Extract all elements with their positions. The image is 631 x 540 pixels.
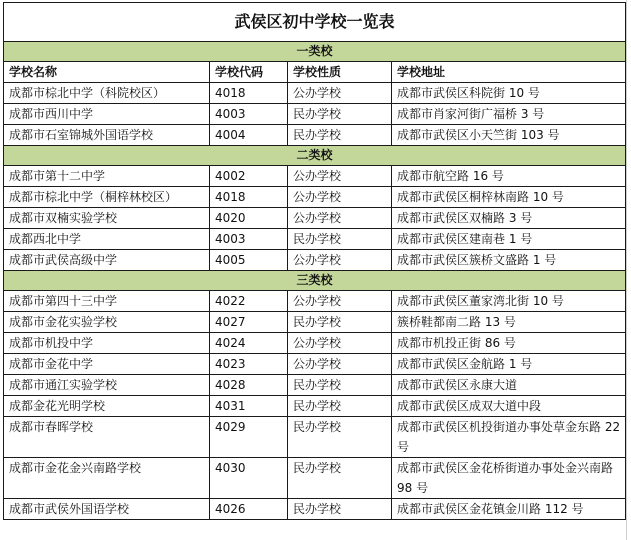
school-address-cell: 成都市机投正街 86 号 bbox=[392, 333, 626, 354]
school-type-cell: 民办学校 bbox=[288, 125, 392, 146]
school-code-cell: 4031 bbox=[210, 396, 288, 417]
school-table bbox=[3, 2, 626, 520]
school-address-cell: 簇桥鞋都南二路 13 号 bbox=[392, 312, 626, 333]
table-row bbox=[4, 229, 626, 250]
school-address-cell: 成都市武侯区机投街道办事处草金东路 22 号 bbox=[392, 417, 626, 458]
school-address-cell: 成都市武侯区董家湾北街 10 号 bbox=[392, 291, 626, 312]
school-name-cell: 成都市春晖学校 bbox=[4, 417, 210, 458]
school-code-cell: 4026 bbox=[210, 499, 288, 520]
table-row bbox=[4, 250, 626, 271]
school-address-cell: 成都市武侯区永康大道 bbox=[392, 375, 626, 396]
table-row bbox=[4, 333, 626, 354]
school-name-cell: 成都市武侯高级中学 bbox=[4, 250, 210, 271]
school-name-cell: 成都金花光明学校 bbox=[4, 396, 210, 417]
school-name-cell: 成都市机投中学 bbox=[4, 333, 210, 354]
school-type-cell: 民办学校 bbox=[288, 312, 392, 333]
school-type-cell: 民办学校 bbox=[288, 104, 392, 125]
column-header: 学校性质 bbox=[288, 62, 392, 83]
school-name-cell: 成都市棕北中学（桐梓林校区） bbox=[4, 187, 210, 208]
school-name-cell: 成都市金花中学 bbox=[4, 354, 210, 375]
school-code-cell: 4024 bbox=[210, 333, 288, 354]
section-label: 一类校 bbox=[4, 42, 626, 62]
school-address-cell: 成都市武侯区建南巷 1 号 bbox=[392, 229, 626, 250]
school-address-cell: 成都市航空路 16 号 bbox=[392, 166, 626, 187]
column-divider bbox=[626, 0, 627, 540]
column-header: 学校代码 bbox=[210, 62, 288, 83]
school-address-cell: 成都市武侯区金花桥街道办事处金兴南路 98 号 bbox=[392, 458, 626, 499]
school-name-cell: 成都市西川中学 bbox=[4, 104, 210, 125]
section-label: 三类校 bbox=[4, 271, 626, 291]
table-row bbox=[4, 396, 626, 417]
school-name-cell: 成都市武侯外国语学校 bbox=[4, 499, 210, 520]
section-label: 二类校 bbox=[4, 146, 626, 166]
school-code-cell: 4005 bbox=[210, 250, 288, 271]
school-code-cell: 4020 bbox=[210, 208, 288, 229]
school-code-cell: 4023 bbox=[210, 354, 288, 375]
section-row bbox=[4, 42, 626, 62]
school-name-cell: 成都市金花金兴南路学校 bbox=[4, 458, 210, 499]
table-row bbox=[4, 208, 626, 229]
column-header: 学校地址 bbox=[392, 62, 626, 83]
school-code-cell: 4028 bbox=[210, 375, 288, 396]
table-row bbox=[4, 104, 626, 125]
school-code-cell: 4004 bbox=[210, 125, 288, 146]
table-row bbox=[4, 83, 626, 104]
school-type-cell: 公办学校 bbox=[288, 250, 392, 271]
school-type-cell: 公办学校 bbox=[288, 208, 392, 229]
school-type-cell: 公办学校 bbox=[288, 83, 392, 104]
school-code-cell: 4018 bbox=[210, 187, 288, 208]
school-type-cell: 民办学校 bbox=[288, 396, 392, 417]
table-row bbox=[4, 375, 626, 396]
school-type-cell: 公办学校 bbox=[288, 333, 392, 354]
school-type-cell: 公办学校 bbox=[288, 187, 392, 208]
school-address-cell: 成都市武侯区成双大道中段 bbox=[392, 396, 626, 417]
spreadsheet bbox=[3, 2, 625, 520]
school-address-cell: 成都市武侯区簇桥文盛路 1 号 bbox=[392, 250, 626, 271]
table-row bbox=[4, 354, 626, 375]
section-row bbox=[4, 271, 626, 291]
school-address-cell: 成都市武侯区金花镇金川路 112 号 bbox=[392, 499, 626, 520]
school-name-cell: 成都市第四十三中学 bbox=[4, 291, 210, 312]
table-row bbox=[4, 499, 626, 520]
column-header: 学校名称 bbox=[4, 62, 210, 83]
school-code-cell: 4030 bbox=[210, 458, 288, 499]
school-address-cell: 成都市武侯区小天竺街 103 号 bbox=[392, 125, 626, 146]
table-row bbox=[4, 166, 626, 187]
table-row bbox=[4, 417, 626, 458]
school-code-cell: 4002 bbox=[210, 166, 288, 187]
school-type-cell: 公办学校 bbox=[288, 291, 392, 312]
school-code-cell: 4018 bbox=[210, 83, 288, 104]
table-row bbox=[4, 291, 626, 312]
school-name-cell: 成都市第十二中学 bbox=[4, 166, 210, 187]
school-name-cell: 成都市棕北中学（科院校区） bbox=[4, 83, 210, 104]
school-address-cell: 成都市武侯区双楠路 3 号 bbox=[392, 208, 626, 229]
school-code-cell: 4029 bbox=[210, 417, 288, 458]
table-row bbox=[4, 125, 626, 146]
school-code-cell: 4003 bbox=[210, 229, 288, 250]
table-title: 武侯区初中学校一览表 bbox=[4, 3, 626, 42]
school-name-cell: 成都市金花实验学校 bbox=[4, 312, 210, 333]
school-code-cell: 4022 bbox=[210, 291, 288, 312]
school-type-cell: 民办学校 bbox=[288, 229, 392, 250]
school-type-cell: 公办学校 bbox=[288, 166, 392, 187]
section-row bbox=[4, 146, 626, 166]
table-row bbox=[4, 187, 626, 208]
school-type-cell: 民办学校 bbox=[288, 499, 392, 520]
table-row bbox=[4, 458, 626, 499]
school-address-cell: 成都市武侯区金航路 1 号 bbox=[392, 354, 626, 375]
school-code-cell: 4027 bbox=[210, 312, 288, 333]
school-address-cell: 成都市武侯区科院街 10 号 bbox=[392, 83, 626, 104]
school-type-cell: 公办学校 bbox=[288, 354, 392, 375]
school-name-cell: 成都市通江实验学校 bbox=[4, 375, 210, 396]
school-type-cell: 民办学校 bbox=[288, 458, 392, 499]
school-name-cell: 成都西北中学 bbox=[4, 229, 210, 250]
school-name-cell: 成都市石室锦城外国语学校 bbox=[4, 125, 210, 146]
school-address-cell: 成都市肖家河街广福桥 3 号 bbox=[392, 104, 626, 125]
school-type-cell: 民办学校 bbox=[288, 417, 392, 458]
school-name-cell: 成都市双楠实验学校 bbox=[4, 208, 210, 229]
school-address-cell: 成都市武侯区桐梓林南路 10 号 bbox=[392, 187, 626, 208]
school-code-cell: 4003 bbox=[210, 104, 288, 125]
header-row bbox=[4, 62, 626, 83]
table-row bbox=[4, 312, 626, 333]
school-type-cell: 民办学校 bbox=[288, 375, 392, 396]
